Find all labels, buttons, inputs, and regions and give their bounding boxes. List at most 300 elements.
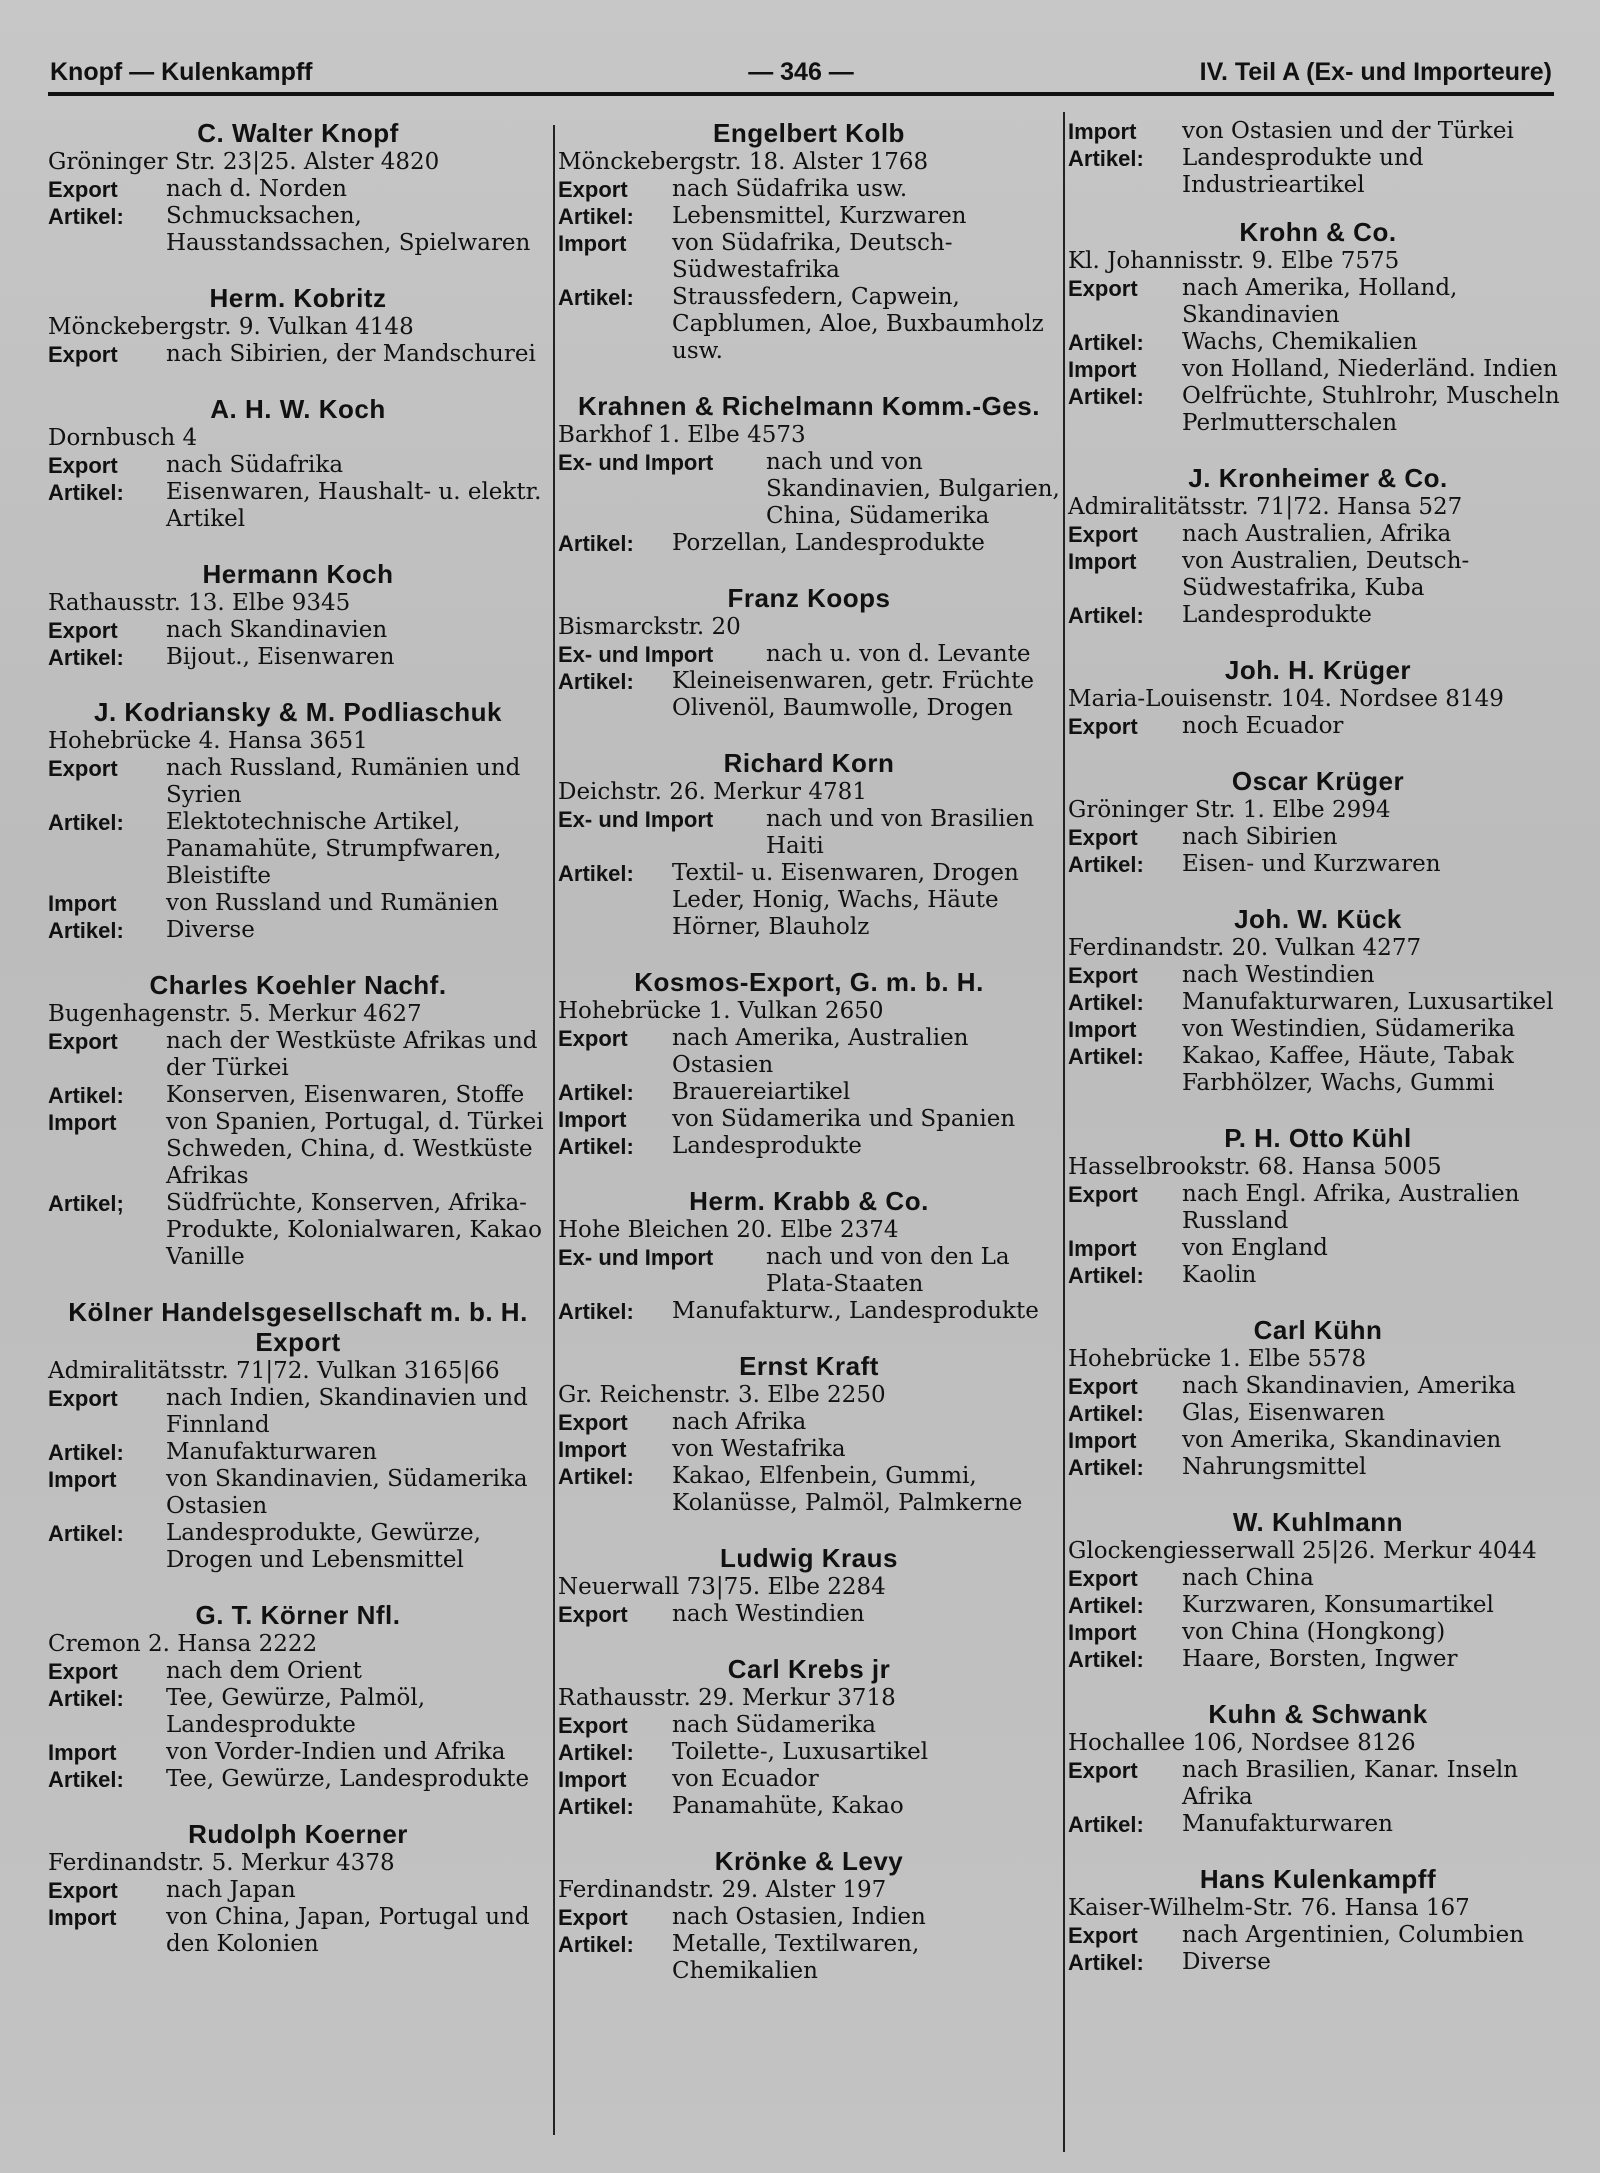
trade-label: Artikel: (1068, 1812, 1144, 1837)
trade-text: noch Ecuador (1182, 713, 1344, 739)
trade-line (48, 203, 548, 257)
company-address: Admiralitätsstr. 71|72. Vulkan 3165|66 (48, 1358, 500, 1384)
company-name: Herm. Kobritz (209, 283, 387, 313)
company-name: Kölner Handelsgesellschaft m. b. H. Export (68, 1297, 528, 1357)
trade-label: Import (1068, 1236, 1137, 1261)
directory-entry (558, 748, 1060, 941)
trade-line (48, 1904, 548, 1958)
directory-entry (558, 583, 1060, 722)
trade-label: Export (48, 618, 118, 643)
trade-line (1068, 1262, 1568, 1289)
trade-line (1068, 1454, 1568, 1481)
trade-label: Export (1068, 1923, 1138, 1948)
page-number: — 346 — (748, 58, 854, 86)
trade-text: Glas, Eisenwaren (1182, 1400, 1386, 1426)
trade-label: Export (1068, 1758, 1138, 1783)
trade-text: Manufakturwaren (166, 1439, 377, 1465)
company-name: Carl Kühn (1253, 1315, 1383, 1345)
trade-text: nach Ostasien, Indien (672, 1904, 926, 1930)
trade-text: von England (1182, 1235, 1328, 1261)
trade-line (48, 1466, 548, 1520)
trade-text: von Russland und Rumänien (166, 890, 499, 916)
company-address: Rathausstr. 13. Elbe 9345 (48, 590, 351, 616)
trade-label: Artikel: (48, 918, 124, 943)
directory-entry (1068, 118, 1568, 199)
trade-text: Kakao, Elfenbein, Gummi, Kolanüsse, Palmöl, Palmkerne (672, 1463, 1023, 1516)
trade-line (558, 1931, 1060, 1985)
trade-label: Import (1068, 1428, 1137, 1453)
trade-text: Bijout., Eisenwaren (166, 644, 395, 670)
company-address: Barkhof 1. Elbe 4573 (558, 422, 806, 448)
trade-line (1068, 1235, 1568, 1262)
directory-entry (558, 118, 1060, 365)
directory-entry (1068, 1123, 1568, 1289)
company-name: Ernst Kraft (739, 1351, 879, 1381)
trade-label: Export (558, 177, 628, 202)
company-address: Dornbusch 4 (48, 425, 198, 451)
trade-text: von Amerika, Skandinavien (1182, 1427, 1502, 1453)
trade-label: Import (48, 1905, 117, 1930)
trade-line (1068, 1427, 1568, 1454)
trade-label: Artikel: (558, 1740, 634, 1765)
trade-line (1068, 824, 1568, 851)
trade-line (1068, 275, 1568, 329)
trade-line (48, 341, 548, 368)
trade-line (558, 668, 1060, 722)
trade-label: Import (48, 1467, 117, 1492)
trade-line (1068, 851, 1568, 878)
column-1 (48, 118, 548, 1984)
trade-line (558, 1436, 1060, 1463)
trade-line (1068, 145, 1568, 199)
trade-line (558, 203, 1060, 230)
trade-label: Artikel: (1068, 1455, 1144, 1480)
company-name: Krönke & Levy (714, 1846, 904, 1876)
trade-label: Artikel: (558, 1932, 634, 1957)
trade-line (558, 1298, 1060, 1325)
trade-text: Manufakturwaren, Luxusartikel (1182, 989, 1554, 1015)
company-address: Hohebrücke 1. Elbe 5578 (1068, 1346, 1367, 1372)
trade-text: nach Russland, Rumänien und Syrien (166, 755, 521, 808)
trade-text: von Westafrika (672, 1436, 846, 1462)
trade-line (1068, 548, 1568, 602)
trade-text: nach Amerika, Australien Ostasien (672, 1025, 969, 1078)
header-rule (48, 92, 1554, 96)
company-address: Bismarckstr. 20 (558, 614, 741, 640)
trade-text: Landesprodukte und Industrieartikel (1182, 145, 1424, 198)
company-address: Mönckebergstr. 9. Vulkan 4148 (48, 314, 414, 340)
trade-line (48, 809, 548, 890)
trade-text: Lebensmittel, Kurzwaren (672, 203, 967, 229)
trade-text: von Westindien, Südamerika (1182, 1016, 1516, 1042)
trade-label: Import (1068, 549, 1137, 574)
directory-entry (558, 1846, 1060, 1985)
trade-label: Import (1068, 1017, 1137, 1042)
trade-text: Manufakturw., Landesprodukte (672, 1298, 1039, 1324)
trade-label: Export (1068, 522, 1138, 547)
trade-line (48, 644, 548, 671)
trade-label: Export (48, 1029, 118, 1054)
trade-line (1068, 1565, 1568, 1592)
company-name: A. H. W. Koch (210, 394, 386, 424)
directory-entry (1068, 1864, 1568, 1976)
directory-entry (558, 391, 1060, 557)
trade-line (48, 890, 548, 917)
trade-text: Nahrungsmittel (1182, 1454, 1367, 1480)
company-address: Ferdinandstr. 20. Vulkan 4277 (1068, 935, 1422, 961)
trade-text: von Ostasien und der Türkei (1182, 118, 1514, 144)
trade-text: nach Brasilien, Kanar. Inseln Afrika (1182, 1757, 1519, 1810)
trade-text: Toilette-, Luxusartikel (672, 1739, 929, 1765)
company-address: Rathausstr. 29. Merkur 3718 (558, 1685, 896, 1711)
company-address: Ferdinandstr. 29. Alster 197 (558, 1877, 887, 1903)
directory-entry (1068, 1699, 1568, 1838)
trade-text: Manufakturwaren (1182, 1811, 1393, 1837)
trade-text: nach d. Norden (166, 176, 347, 202)
trade-label: Ex- und Import (558, 642, 714, 667)
trade-line (1068, 1043, 1568, 1097)
directory-entry (558, 1543, 1060, 1628)
trade-text: nach Argentinien, Columbien (1182, 1922, 1525, 1948)
trade-text: Haare, Borsten, Ingwer (1182, 1646, 1458, 1672)
trade-text: nach Skandinavien, Amerika (1182, 1373, 1516, 1399)
directory-entry (48, 283, 548, 368)
trade-label: Artikel: (48, 810, 124, 835)
trade-line (558, 806, 1060, 860)
directory-entry (558, 1186, 1060, 1325)
directory-entry (1068, 1507, 1568, 1673)
trade-label: Artikel: (558, 1080, 634, 1105)
company-name: J. Kronheimer & Co. (1188, 463, 1448, 493)
trade-line (1068, 521, 1568, 548)
company-address: Gröninger Str. 1. Elbe 2994 (1068, 797, 1391, 823)
trade-label: Export (48, 177, 118, 202)
company-name: Joh. W. Kück (1234, 904, 1402, 934)
trade-line (558, 1025, 1060, 1079)
trade-text: nach Westindien (1182, 962, 1375, 988)
trade-label: Ex- und Import (558, 807, 714, 832)
trade-line (558, 641, 1060, 668)
column-divider-right (1063, 112, 1065, 2152)
trade-line (558, 1079, 1060, 1106)
trade-line (558, 284, 1060, 365)
trade-line (558, 1793, 1060, 1820)
directory-entry (48, 1600, 548, 1793)
trade-line (48, 176, 548, 203)
trade-line (1068, 356, 1568, 383)
directory-entry (48, 697, 548, 944)
company-address: Kaiser-Wilhelm-Str. 76. Hansa 167 (1068, 1895, 1470, 1921)
trade-text: nach u. von d. Levante (766, 641, 1031, 667)
trade-text: von Skandinavien, Südamerika Ostasien (166, 1466, 528, 1519)
trade-label: Export (1068, 276, 1138, 301)
company-address: Neuerwall 73|75. Elbe 2284 (558, 1574, 886, 1600)
trade-label: Artikel: (1068, 1950, 1144, 1975)
trade-label: Artikel: (1068, 990, 1144, 1015)
directory-entry (48, 394, 548, 533)
trade-text: Kakao, Kaffee, Häute, Tabak Farbhölzer, Wachs, Gummi (1182, 1043, 1514, 1096)
trade-line (558, 449, 1060, 530)
company-address: Hasselbrookstr. 68. Hansa 5005 (1068, 1154, 1442, 1180)
company-address: Cremon 2. Hansa 2222 (48, 1631, 318, 1657)
trade-label: Artikel: (1068, 852, 1144, 877)
trade-line (558, 230, 1060, 284)
trade-text: von China (Hongkong) (1182, 1619, 1446, 1645)
trade-text: Landesprodukte, Gewürze, Drogen und Lebensmittel (166, 1520, 481, 1573)
trade-line (48, 1439, 548, 1466)
trade-text: nach Australien, Afrika (1182, 521, 1452, 547)
trade-text: von China, Japan, Portugal und den Kolonien (166, 1904, 530, 1957)
directory-entry (558, 1654, 1060, 1820)
trade-text: Schmucksachen, Hausstandssachen, Spielwaren (166, 203, 531, 256)
trade-text: Landesprodukte (1182, 602, 1372, 628)
trade-label: Import (48, 1740, 117, 1765)
trade-line (558, 1904, 1060, 1931)
company-address: Glockengiesserwall 25|26. Merkur 4044 (1068, 1538, 1537, 1564)
trade-label: Import (558, 1437, 627, 1462)
trade-label: Export (1068, 1566, 1138, 1591)
directory-entry (48, 1297, 548, 1574)
trade-text: von Spanien, Portugal, d. Türkei Schweden, China, d. Westküste Afrikas (166, 1109, 544, 1189)
trade-text: Konserven, Eisenwaren, Stoffe (166, 1082, 525, 1108)
header-left: Knopf — Kulenkampff (50, 58, 313, 86)
trade-text: von Südafrika, Deutsch-Südwestafrika (672, 230, 953, 283)
company-name: Franz Koops (727, 583, 891, 613)
trade-line (558, 1739, 1060, 1766)
trade-line (1068, 1757, 1568, 1811)
company-address: Admiralitätsstr. 71|72. Hansa 527 (1068, 494, 1463, 520)
trade-label: Artikel: (558, 531, 634, 556)
trade-line (558, 530, 1060, 557)
trade-text: nach dem Orient (166, 1658, 362, 1684)
trade-label: Artikel: (48, 1767, 124, 1792)
trade-text: nach Japan (166, 1877, 296, 1903)
trade-line (48, 1190, 548, 1271)
directory-entry (1068, 655, 1568, 740)
trade-line (48, 917, 548, 944)
company-address: Gröninger Str. 23|25. Alster 4820 (48, 149, 440, 175)
trade-text: nach Sibirien, der Mandschurei (166, 341, 536, 367)
trade-text: nach Südafrika (166, 452, 344, 478)
trade-line (558, 176, 1060, 203)
company-address: Ferdinandstr. 5. Merkur 4378 (48, 1850, 395, 1876)
trade-text: nach China (1182, 1565, 1314, 1591)
trade-label: Export (558, 1026, 628, 1051)
trade-label: Artikel: (558, 1794, 634, 1819)
directory-entry (1068, 766, 1568, 878)
trade-label: Import (558, 231, 627, 256)
trade-text: Eisenwaren, Haushalt- u. elektr. Artikel (166, 479, 542, 532)
trade-text: nach Indien, Skandinavien und Finnland (166, 1385, 528, 1438)
trade-label: Artikel: (1068, 146, 1144, 171)
trade-label: Artikel: (1068, 384, 1144, 409)
trade-label: Export (558, 1602, 628, 1627)
trade-line (1068, 1181, 1568, 1235)
trade-label: Artikel: (558, 204, 634, 229)
header-right: IV. Teil A (Ex- und Importeure) (1199, 58, 1552, 86)
column-3 (1068, 118, 1568, 2002)
trade-label: Artikel: (558, 1134, 634, 1159)
trade-line (1068, 383, 1568, 437)
trade-text: von Holland, Niederländ. Indien (1182, 356, 1558, 382)
trade-line (1068, 1811, 1568, 1838)
trade-line (1068, 118, 1568, 145)
trade-text: Straussfedern, Capwein, Capblumen, Aloe, Buxbaumholz usw. (672, 284, 1044, 364)
company-name: Krahnen & Richelmann Komm.-Ges. (578, 391, 1040, 421)
trade-text: nach und von Skandinavien, Bulgarien, China, Südamerika (766, 449, 1060, 529)
trade-label: Export (48, 1878, 118, 1903)
trade-text: von Australien, Deutsch-Südwestafrika, Kuba (1182, 548, 1470, 601)
trade-line (1068, 713, 1568, 740)
company-address: Hohebrücke 1. Vulkan 2650 (558, 998, 884, 1024)
company-name: Krohn & Co. (1239, 217, 1397, 247)
trade-line (48, 1028, 548, 1082)
trade-label: Export (48, 1659, 118, 1684)
trade-label: Artikel: (48, 1521, 124, 1546)
trade-text: Elektotechnische Artikel, Panamahüte, Strumpfwaren, Bleistifte (166, 809, 502, 889)
trade-label: Export (558, 1905, 628, 1930)
trade-text: Textil- u. Eisenwaren, Drogen Leder, Honig, Wachs, Häute Hörner, Blauholz (672, 860, 1019, 940)
trade-label: Export (48, 756, 118, 781)
trade-line (558, 860, 1060, 941)
company-name: Hermann Koch (202, 559, 394, 589)
trade-line (558, 1463, 1060, 1517)
trade-text: Tee, Gewürze, Palmöl, Landesprodukte (166, 1685, 426, 1738)
trade-text: Kurzwaren, Konsumartikel (1182, 1592, 1494, 1618)
trade-label: Artikel: (558, 1464, 634, 1489)
trade-text: Tee, Gewürze, Landesprodukte (166, 1766, 530, 1792)
trade-line (48, 1685, 548, 1739)
trade-label: Export (48, 1386, 118, 1411)
trade-line (48, 1766, 548, 1793)
trade-label: Artikel: (1068, 603, 1144, 628)
directory-entry (48, 970, 548, 1271)
trade-line (558, 1601, 1060, 1628)
trade-label: Artikel; (48, 1191, 124, 1216)
trade-label: Import (1068, 357, 1137, 382)
trade-line (558, 1133, 1060, 1160)
trade-label: Artikel: (48, 480, 124, 505)
trade-label: Artikel: (558, 1299, 634, 1324)
company-address: Hohe Bleichen 20. Elbe 2374 (558, 1217, 899, 1243)
company-address: Deichstr. 26. Merkur 4781 (558, 779, 867, 805)
company-name: G. T. Körner Nfl. (195, 1600, 401, 1630)
company-address: Bugenhagenstr. 5. Merkur 4627 (48, 1001, 422, 1027)
trade-text: nach Afrika (672, 1409, 807, 1435)
directory-entry (48, 118, 548, 257)
trade-line (48, 452, 548, 479)
directory-entry (558, 1351, 1060, 1517)
trade-text: Diverse (1182, 1949, 1271, 1975)
trade-text: nach Engl. Afrika, Australien Russland (1182, 1181, 1520, 1234)
trade-line (1068, 329, 1568, 356)
trade-line (1068, 1016, 1568, 1043)
directory-entry (1068, 217, 1568, 437)
trade-line (1068, 1949, 1568, 1976)
trade-line (1068, 1592, 1568, 1619)
trade-text: Landesprodukte (672, 1133, 862, 1159)
company-address: Kl. Johannisstr. 9. Elbe 7575 (1068, 248, 1400, 274)
company-name: W. Kuhlmann (1232, 1507, 1404, 1537)
trade-line (558, 1712, 1060, 1739)
company-name: Herm. Krabb & Co. (689, 1186, 929, 1216)
directory-entry (1068, 904, 1568, 1097)
trade-label: Ex- und Import (558, 450, 714, 475)
company-name: Kuhn & Schwank (1208, 1699, 1428, 1729)
column-divider-left (553, 125, 555, 2135)
trade-label: Artikel: (558, 669, 634, 694)
trade-label: Artikel: (48, 1440, 124, 1465)
trade-text: Wachs, Chemikalien (1182, 329, 1418, 355)
trade-text: Panamahüte, Kakao (672, 1793, 904, 1819)
trade-label: Import (48, 891, 117, 916)
company-name: Joh. H. Krüger (1224, 655, 1412, 685)
directory-entry (1068, 1315, 1568, 1481)
trade-line (48, 755, 548, 809)
trade-line (48, 1385, 548, 1439)
trade-line (48, 1658, 548, 1685)
trade-text: nach Amerika, Holland, Skandinavien (1182, 275, 1458, 328)
company-name: Kosmos-Export, G. m. b. H. (634, 967, 984, 997)
trade-line (1068, 1400, 1568, 1427)
trade-label: Artikel: (1068, 1401, 1144, 1426)
company-address: Gr. Reichenstr. 3. Elbe 2250 (558, 1382, 886, 1408)
trade-label: Export (1068, 714, 1138, 739)
trade-label: Artikel: (48, 1083, 124, 1108)
trade-text: Oelfrüchte, Stuhlrohr, Muscheln Perlmutterschalen (1182, 383, 1560, 436)
trade-text: von Ecuador (672, 1766, 819, 1792)
trade-text: Metalle, Textilwaren, Chemikalien (672, 1931, 920, 1984)
trade-text: Kleineisenwaren, getr. Früchte Olivenöl, Baumwolle, Drogen (672, 668, 1034, 721)
trade-label: Export (1068, 1182, 1138, 1207)
company-name: J. Kodriansky & M. Podliaschuk (94, 697, 502, 727)
trade-label: Export (1068, 825, 1138, 850)
company-address: Mönckebergstr. 18. Alster 1768 (558, 149, 929, 175)
trade-text: nach und von Brasilien Haiti (766, 806, 1035, 859)
trade-text: nach Westindien (672, 1601, 865, 1627)
company-name: Charles Koehler Nachf. (149, 970, 447, 1000)
trade-text: Brauereiartikel (672, 1079, 851, 1105)
trade-line (48, 1520, 548, 1574)
directory-entry (48, 1819, 548, 1958)
trade-line (1068, 602, 1568, 629)
company-name: Engelbert Kolb (713, 118, 905, 148)
trade-label: Artikel: (48, 645, 124, 670)
trade-text: Diverse (166, 917, 255, 943)
company-name: Rudolph Koerner (188, 1819, 408, 1849)
trade-label: Import (558, 1107, 627, 1132)
company-name: P. H. Otto Kühl (1224, 1123, 1412, 1153)
company-name: Hans Kulenkampff (1199, 1864, 1437, 1894)
trade-label: Export (1068, 1374, 1138, 1399)
column-2 (558, 118, 1060, 2011)
company-address: Hohebrücke 4. Hansa 3651 (48, 728, 368, 754)
trade-text: nach Skandinavien (166, 617, 388, 643)
trade-line (1068, 962, 1568, 989)
directory-entry (558, 967, 1060, 1160)
trade-line (48, 1082, 548, 1109)
trade-label: Ex- und Import (558, 1245, 714, 1270)
trade-line (1068, 1646, 1568, 1673)
trade-line (558, 1244, 1060, 1298)
trade-label: Artikel: (48, 1686, 124, 1711)
trade-label: Artikel: (558, 861, 634, 886)
trade-line (48, 617, 548, 644)
company-name: Ludwig Kraus (720, 1543, 898, 1573)
trade-label: Import (1068, 119, 1137, 144)
trade-label: Artikel: (1068, 1044, 1144, 1069)
trade-label: Export (558, 1713, 628, 1738)
